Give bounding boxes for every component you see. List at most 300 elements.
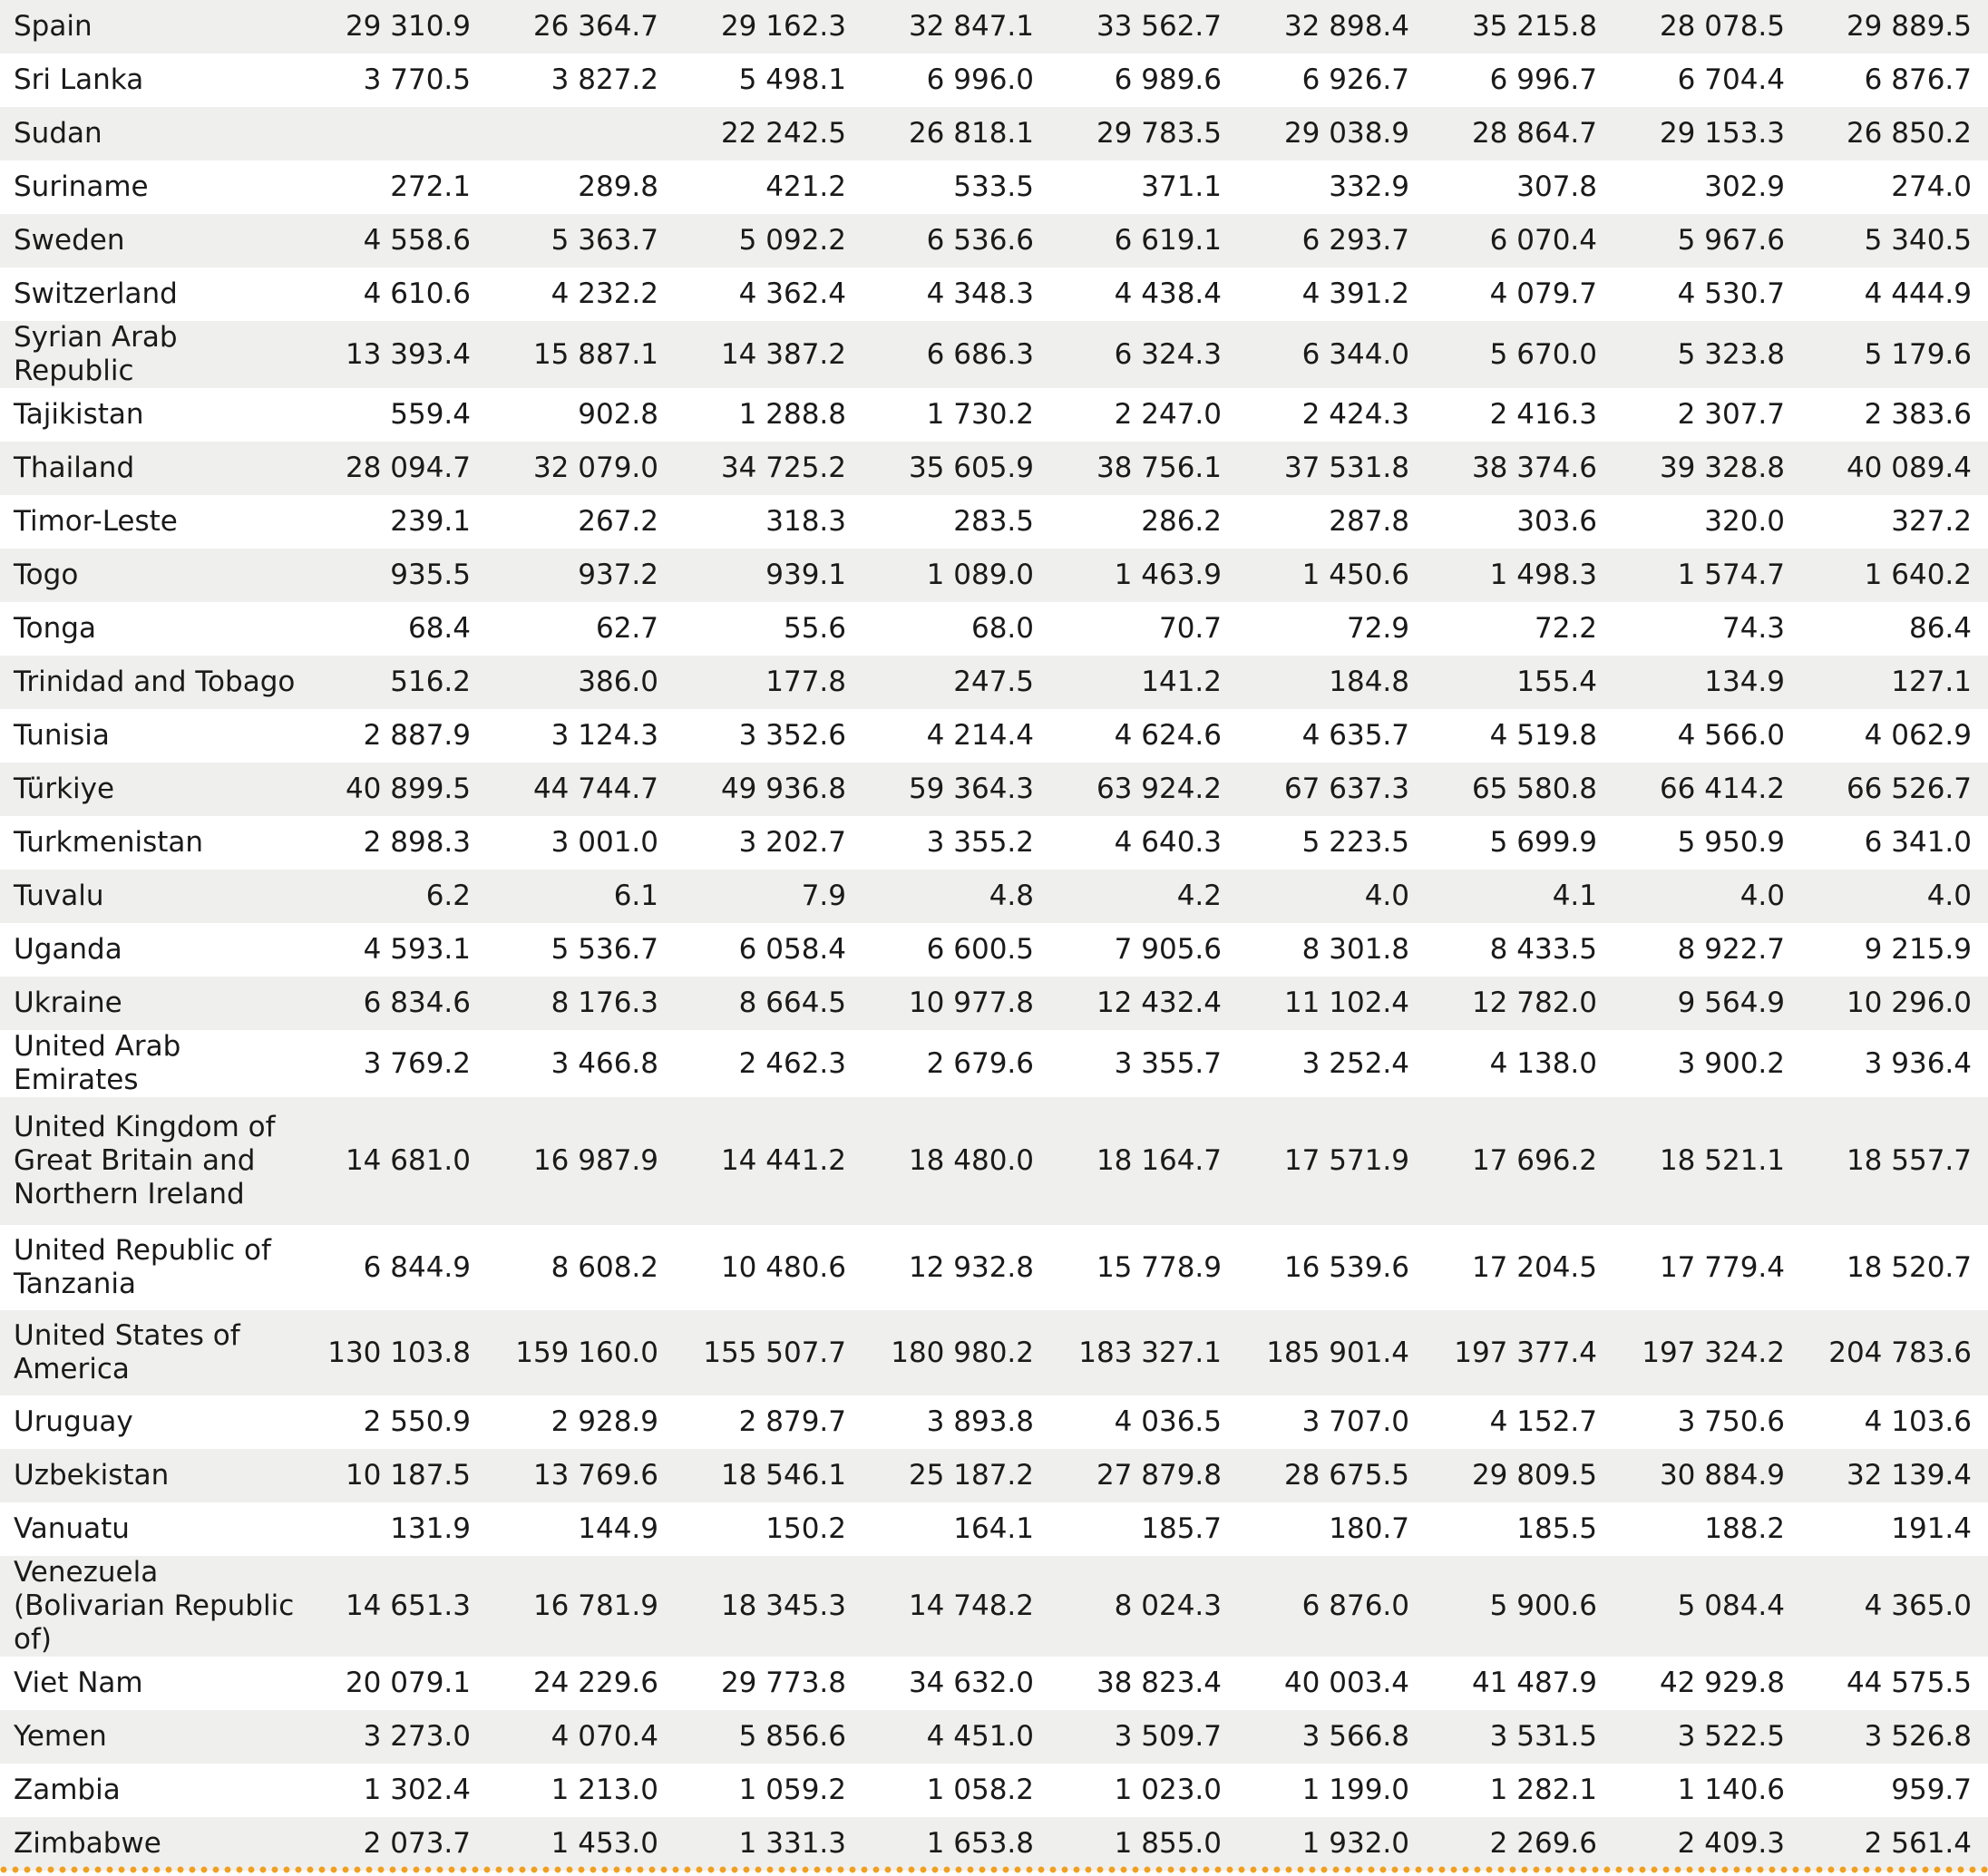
- value-cell: 10 187.5: [299, 1449, 487, 1502]
- table-row: [0, 107, 1988, 160]
- value-cell: 4.0: [1801, 870, 1988, 923]
- value-cell: 14 748.2: [862, 1556, 1050, 1657]
- value-cell: 4 519.8: [1426, 709, 1613, 763]
- value-cell: 6 344.0: [1238, 321, 1426, 388]
- value-cell: 1 288.8: [675, 388, 862, 442]
- table-row: [0, 1817, 1988, 1871]
- value-cell: 29 153.3: [1613, 107, 1801, 160]
- value-cell: 302.9: [1613, 160, 1801, 214]
- value-cell: 28 675.5: [1238, 1449, 1426, 1502]
- table-row: [0, 1097, 1988, 1225]
- value-cell: 15 887.1: [487, 321, 675, 388]
- value-cell: 185.5: [1426, 1502, 1613, 1556]
- country-name-cell: Zambia: [0, 1764, 299, 1817]
- value-cell: 4 640.3: [1050, 816, 1238, 870]
- value-cell: 8 176.3: [487, 977, 675, 1030]
- value-cell: 327.2: [1801, 495, 1988, 549]
- value-cell: 150.2: [675, 1502, 862, 1556]
- value-cell: 29 038.9: [1238, 107, 1426, 160]
- value-cell: 5 967.6: [1613, 214, 1801, 267]
- value-cell: 40 089.4: [1801, 442, 1988, 495]
- country-name-cell: Trinidad and Tobago: [0, 656, 299, 709]
- table-row: [0, 160, 1988, 214]
- value-cell: 4 348.3: [862, 267, 1050, 321]
- value-cell: 5 323.8: [1613, 321, 1801, 388]
- value-cell: 3 352.6: [675, 709, 862, 763]
- value-cell: 204 783.6: [1801, 1310, 1988, 1395]
- value-cell: 13 393.4: [299, 321, 487, 388]
- value-cell: 3 001.0: [487, 816, 675, 870]
- value-cell: 4 391.2: [1238, 267, 1426, 321]
- value-cell: 32 847.1: [862, 0, 1050, 53]
- country-name-cell: Zimbabwe: [0, 1817, 299, 1871]
- country-name-cell: Thailand: [0, 442, 299, 495]
- table-row: [0, 1225, 1988, 1310]
- value-cell: 3 466.8: [487, 1030, 675, 1097]
- value-cell: 6 704.4: [1613, 53, 1801, 107]
- table-row: [0, 1710, 1988, 1764]
- table-row: [0, 602, 1988, 656]
- value-cell: 533.5: [862, 160, 1050, 214]
- value-cell: 17 571.9: [1238, 1097, 1426, 1225]
- value-cell: 44 575.5: [1801, 1657, 1988, 1710]
- value-cell: 6 876.7: [1801, 53, 1988, 107]
- value-cell: 937.2: [487, 549, 675, 602]
- value-cell: 332.9: [1238, 160, 1426, 214]
- value-cell: 3 252.4: [1238, 1030, 1426, 1097]
- value-cell: 5 900.6: [1426, 1556, 1613, 1657]
- value-cell: 6 619.1: [1050, 214, 1238, 267]
- value-cell: 286.2: [1050, 495, 1238, 549]
- value-cell: 6 341.0: [1801, 816, 1988, 870]
- value-cell: 239.1: [299, 495, 487, 549]
- value-cell: 1 213.0: [487, 1764, 675, 1817]
- value-cell: 191.4: [1801, 1502, 1988, 1556]
- country-name-cell: Togo: [0, 549, 299, 602]
- value-cell: 6 989.6: [1050, 53, 1238, 107]
- value-cell: 8 608.2: [487, 1225, 675, 1310]
- table-row: [0, 321, 1988, 388]
- value-cell: 272.1: [299, 160, 487, 214]
- value-cell: 4 103.6: [1801, 1395, 1988, 1449]
- value-cell: 5 856.6: [675, 1710, 862, 1764]
- value-cell: 1 059.2: [675, 1764, 862, 1817]
- value-cell: 86.4: [1801, 602, 1988, 656]
- value-cell: 1 140.6: [1613, 1764, 1801, 1817]
- value-cell: 371.1: [1050, 160, 1238, 214]
- value-cell: 6 844.9: [299, 1225, 487, 1310]
- value-cell: 29 162.3: [675, 0, 862, 53]
- value-cell: 180.7: [1238, 1502, 1426, 1556]
- value-cell: 10 296.0: [1801, 977, 1988, 1030]
- country-name-cell: Turkmenistan: [0, 816, 299, 870]
- value-cell: 5 699.9: [1426, 816, 1613, 870]
- value-cell: 67 637.3: [1238, 763, 1426, 816]
- value-cell: 4.0: [1613, 870, 1801, 923]
- country-name-cell: Sweden: [0, 214, 299, 267]
- value-cell: 40 003.4: [1238, 1657, 1426, 1710]
- value-cell: 1 331.3: [675, 1817, 862, 1871]
- value-cell: 41 487.9: [1426, 1657, 1613, 1710]
- value-cell: 3 770.5: [299, 53, 487, 107]
- value-cell: 7 905.6: [1050, 923, 1238, 977]
- value-cell: 4 362.4: [675, 267, 862, 321]
- value-cell: 5 950.9: [1613, 816, 1801, 870]
- country-name-cell: United Arab Emirates: [0, 1030, 299, 1097]
- value-cell: 16 987.9: [487, 1097, 675, 1225]
- value-cell: 14 651.3: [299, 1556, 487, 1657]
- value-cell: 935.5: [299, 549, 487, 602]
- value-cell: 12 932.8: [862, 1225, 1050, 1310]
- value-cell: 44 744.7: [487, 763, 675, 816]
- value-cell: 185.7: [1050, 1502, 1238, 1556]
- value-cell: 1 932.0: [1238, 1817, 1426, 1871]
- value-cell: 68.4: [299, 602, 487, 656]
- value-cell: [487, 107, 675, 160]
- value-cell: 11 102.4: [1238, 977, 1426, 1030]
- value-cell: 8 024.3: [1050, 1556, 1238, 1657]
- value-cell: 8 664.5: [675, 977, 862, 1030]
- value-cell: 18 164.7: [1050, 1097, 1238, 1225]
- value-cell: 8 922.7: [1613, 923, 1801, 977]
- value-cell: 33 562.7: [1050, 0, 1238, 53]
- value-cell: 39 328.8: [1613, 442, 1801, 495]
- value-cell: 183 327.1: [1050, 1310, 1238, 1395]
- value-cell: 516.2: [299, 656, 487, 709]
- value-cell: 18 546.1: [675, 1449, 862, 1502]
- table-row: [0, 1395, 1988, 1449]
- value-cell: 35 215.8: [1426, 0, 1613, 53]
- table-row: [0, 870, 1988, 923]
- value-cell: 3 355.7: [1050, 1030, 1238, 1097]
- value-cell: 3 509.7: [1050, 1710, 1238, 1764]
- value-cell: 4.8: [862, 870, 1050, 923]
- value-cell: 4 610.6: [299, 267, 487, 321]
- value-cell: 18 520.7: [1801, 1225, 1988, 1310]
- value-cell: 4.2: [1050, 870, 1238, 923]
- value-cell: 1 089.0: [862, 549, 1050, 602]
- table-row: [0, 495, 1988, 549]
- value-cell: 7.9: [675, 870, 862, 923]
- value-cell: 3 526.8: [1801, 1710, 1988, 1764]
- value-cell: 4 232.2: [487, 267, 675, 321]
- value-cell: 10 480.6: [675, 1225, 862, 1310]
- table-row: [0, 763, 1988, 816]
- value-cell: 267.2: [487, 495, 675, 549]
- value-cell: 1 640.2: [1801, 549, 1988, 602]
- value-cell: 247.5: [862, 656, 1050, 709]
- value-cell: 16 539.6: [1238, 1225, 1426, 1310]
- country-name-cell: Spain: [0, 0, 299, 53]
- value-cell: 2 269.6: [1426, 1817, 1613, 1871]
- value-cell: 5 536.7: [487, 923, 675, 977]
- value-cell: 4.0: [1238, 870, 1426, 923]
- value-cell: 2 561.4: [1801, 1817, 1988, 1871]
- value-cell: 18 345.3: [675, 1556, 862, 1657]
- country-name-cell: Tuvalu: [0, 870, 299, 923]
- value-cell: 4 444.9: [1801, 267, 1988, 321]
- table-row: [0, 442, 1988, 495]
- country-name-cell: Switzerland: [0, 267, 299, 321]
- value-cell: 141.2: [1050, 656, 1238, 709]
- country-name-cell: Sri Lanka: [0, 53, 299, 107]
- value-cell: 14 387.2: [675, 321, 862, 388]
- value-cell: 38 823.4: [1050, 1657, 1238, 1710]
- value-cell: 2 383.6: [1801, 388, 1988, 442]
- value-cell: 6 058.4: [675, 923, 862, 977]
- value-cell: 1 498.3: [1426, 549, 1613, 602]
- table-row: [0, 1030, 1988, 1097]
- value-cell: 3 707.0: [1238, 1395, 1426, 1449]
- value-cell: 12 432.4: [1050, 977, 1238, 1030]
- value-cell: 4 558.6: [299, 214, 487, 267]
- value-cell: 2 679.6: [862, 1030, 1050, 1097]
- value-cell: 13 769.6: [487, 1449, 675, 1502]
- value-cell: 6 536.6: [862, 214, 1050, 267]
- value-cell: 4 138.0: [1426, 1030, 1613, 1097]
- value-cell: 5 084.4: [1613, 1556, 1801, 1657]
- value-cell: 5 223.5: [1238, 816, 1426, 870]
- value-cell: 3 566.8: [1238, 1710, 1426, 1764]
- value-cell: 1 855.0: [1050, 1817, 1238, 1871]
- table-row: [0, 549, 1988, 602]
- value-cell: 2 550.9: [299, 1395, 487, 1449]
- value-cell: 4 624.6: [1050, 709, 1238, 763]
- country-name-cell: Vanuatu: [0, 1502, 299, 1556]
- value-cell: 2 073.7: [299, 1817, 487, 1871]
- value-cell: 180 980.2: [862, 1310, 1050, 1395]
- value-cell: 72.2: [1426, 602, 1613, 656]
- table-row: [0, 1556, 1988, 1657]
- value-cell: 3 355.2: [862, 816, 1050, 870]
- value-cell: 4 365.0: [1801, 1556, 1988, 1657]
- value-cell: 14 681.0: [299, 1097, 487, 1225]
- country-name-cell: Sudan: [0, 107, 299, 160]
- country-name-cell: Yemen: [0, 1710, 299, 1764]
- value-cell: 1 058.2: [862, 1764, 1050, 1817]
- value-cell: 12 782.0: [1426, 977, 1613, 1030]
- value-cell: 155 507.7: [675, 1310, 862, 1395]
- value-cell: 3 900.2: [1613, 1030, 1801, 1097]
- value-cell: 197 324.2: [1613, 1310, 1801, 1395]
- value-cell: 28 864.7: [1426, 107, 1613, 160]
- value-cell: 17 779.4: [1613, 1225, 1801, 1310]
- value-cell: 1 574.7: [1613, 549, 1801, 602]
- value-cell: 5 670.0: [1426, 321, 1613, 388]
- value-cell: 4 438.4: [1050, 267, 1238, 321]
- value-cell: 1 023.0: [1050, 1764, 1238, 1817]
- table-row: [0, 214, 1988, 267]
- value-cell: 164.1: [862, 1502, 1050, 1556]
- value-cell: 63 924.2: [1050, 763, 1238, 816]
- value-cell: 127.1: [1801, 656, 1988, 709]
- value-cell: 1 282.1: [1426, 1764, 1613, 1817]
- value-cell: 59 364.3: [862, 763, 1050, 816]
- value-cell: 70.7: [1050, 602, 1238, 656]
- value-cell: 4 036.5: [1050, 1395, 1238, 1449]
- value-cell: 4 593.1: [299, 923, 487, 977]
- value-cell: 177.8: [675, 656, 862, 709]
- value-cell: 6 996.0: [862, 53, 1050, 107]
- table-row: [0, 1449, 1988, 1502]
- value-cell: 38 756.1: [1050, 442, 1238, 495]
- value-cell: 55.6: [675, 602, 862, 656]
- value-cell: 5 092.2: [675, 214, 862, 267]
- value-cell: 18 557.7: [1801, 1097, 1988, 1225]
- value-cell: 185 901.4: [1238, 1310, 1426, 1395]
- value-cell: 32 139.4: [1801, 1449, 1988, 1502]
- value-cell: 2 887.9: [299, 709, 487, 763]
- value-cell: 3 750.6: [1613, 1395, 1801, 1449]
- value-cell: 65 580.8: [1426, 763, 1613, 816]
- value-cell: 1 450.6: [1238, 549, 1426, 602]
- value-cell: 68.0: [862, 602, 1050, 656]
- country-name-cell: Venezuela (Bolivarian Republic of): [0, 1556, 299, 1657]
- value-cell: 28 078.5: [1613, 0, 1801, 53]
- value-cell: 9 215.9: [1801, 923, 1988, 977]
- value-cell: 8 433.5: [1426, 923, 1613, 977]
- value-cell: 6 324.3: [1050, 321, 1238, 388]
- value-cell: 283.5: [862, 495, 1050, 549]
- value-cell: 1 730.2: [862, 388, 1050, 442]
- country-name-cell: Ukraine: [0, 977, 299, 1030]
- value-cell: 4 152.7: [1426, 1395, 1613, 1449]
- value-cell: 318.3: [675, 495, 862, 549]
- value-cell: 1 463.9: [1050, 549, 1238, 602]
- value-cell: 14 441.2: [675, 1097, 862, 1225]
- value-cell: 5 498.1: [675, 53, 862, 107]
- value-cell: 6 686.3: [862, 321, 1050, 388]
- country-name-cell: Viet Nam: [0, 1657, 299, 1710]
- value-cell: 3 522.5: [1613, 1710, 1801, 1764]
- value-cell: 66 414.2: [1613, 763, 1801, 816]
- value-cell: 2 879.7: [675, 1395, 862, 1449]
- value-cell: 26 364.7: [487, 0, 675, 53]
- value-cell: 144.9: [487, 1502, 675, 1556]
- value-cell: 6 600.5: [862, 923, 1050, 977]
- value-cell: 62.7: [487, 602, 675, 656]
- value-cell: 4 566.0: [1613, 709, 1801, 763]
- value-cell: 5 363.7: [487, 214, 675, 267]
- table-row: [0, 0, 1988, 53]
- value-cell: 9 564.9: [1613, 977, 1801, 1030]
- value-cell: 131.9: [299, 1502, 487, 1556]
- value-cell: 3 769.2: [299, 1030, 487, 1097]
- table-row: [0, 816, 1988, 870]
- value-cell: 1 302.4: [299, 1764, 487, 1817]
- value-cell: 17 696.2: [1426, 1097, 1613, 1225]
- value-cell: 1 199.0: [1238, 1764, 1426, 1817]
- table-row: [0, 923, 1988, 977]
- table-row: [0, 388, 1988, 442]
- value-cell: 1 653.8: [862, 1817, 1050, 1871]
- value-cell: 17 204.5: [1426, 1225, 1613, 1310]
- value-cell: 197 377.4: [1426, 1310, 1613, 1395]
- value-cell: 25 187.2: [862, 1449, 1050, 1502]
- value-cell: 28 094.7: [299, 442, 487, 495]
- value-cell: 159 160.0: [487, 1310, 675, 1395]
- value-cell: 2 462.3: [675, 1030, 862, 1097]
- value-cell: 2 424.3: [1238, 388, 1426, 442]
- value-cell: 24 229.6: [487, 1657, 675, 1710]
- value-cell: 421.2: [675, 160, 862, 214]
- value-cell: 2 928.9: [487, 1395, 675, 1449]
- value-cell: 18 480.0: [862, 1097, 1050, 1225]
- value-cell: 29 310.9: [299, 0, 487, 53]
- value-cell: 10 977.8: [862, 977, 1050, 1030]
- value-cell: 320.0: [1613, 495, 1801, 549]
- value-cell: 4 062.9: [1801, 709, 1988, 763]
- country-name-cell: Uganda: [0, 923, 299, 977]
- value-cell: 18 521.1: [1613, 1097, 1801, 1225]
- value-cell: 40 899.5: [299, 763, 487, 816]
- value-cell: 6.2: [299, 870, 487, 923]
- value-cell: 3 124.3: [487, 709, 675, 763]
- value-cell: 6 876.0: [1238, 1556, 1426, 1657]
- value-cell: [299, 107, 487, 160]
- value-cell: 22 242.5: [675, 107, 862, 160]
- value-cell: 29 889.5: [1801, 0, 1988, 53]
- country-name-cell: Tajikistan: [0, 388, 299, 442]
- value-cell: 29 809.5: [1426, 1449, 1613, 1502]
- country-name-cell: United Kingdom of Great Britain and Northern Ireland: [0, 1097, 299, 1225]
- value-cell: 2 409.3: [1613, 1817, 1801, 1871]
- table-row: [0, 1502, 1988, 1556]
- country-name-cell: Tunisia: [0, 709, 299, 763]
- value-cell: 5 179.6: [1801, 321, 1988, 388]
- value-cell: 3 202.7: [675, 816, 862, 870]
- country-name-cell: Uruguay: [0, 1395, 299, 1449]
- value-cell: 20 079.1: [299, 1657, 487, 1710]
- value-cell: 3 827.2: [487, 53, 675, 107]
- value-cell: 15 778.9: [1050, 1225, 1238, 1310]
- table-row: [0, 1657, 1988, 1710]
- value-cell: 3 531.5: [1426, 1710, 1613, 1764]
- value-cell: 6 070.4: [1426, 214, 1613, 267]
- value-cell: 26 850.2: [1801, 107, 1988, 160]
- value-cell: 289.8: [487, 160, 675, 214]
- table-row: [0, 656, 1988, 709]
- value-cell: 8 301.8: [1238, 923, 1426, 977]
- value-cell: 2 416.3: [1426, 388, 1613, 442]
- value-cell: 32 898.4: [1238, 0, 1426, 53]
- country-name-cell: Syrian Arab Republic: [0, 321, 299, 388]
- value-cell: 66 526.7: [1801, 763, 1988, 816]
- value-cell: 2 247.0: [1050, 388, 1238, 442]
- value-cell: 2 898.3: [299, 816, 487, 870]
- country-name-cell: Tonga: [0, 602, 299, 656]
- value-cell: 4 451.0: [862, 1710, 1050, 1764]
- value-cell: 274.0: [1801, 160, 1988, 214]
- value-cell: 130 103.8: [299, 1310, 487, 1395]
- country-name-cell: Suriname: [0, 160, 299, 214]
- country-name-cell: United Republic of Tanzania: [0, 1225, 299, 1310]
- value-cell: 6.1: [487, 870, 675, 923]
- country-name-cell: United States of America: [0, 1310, 299, 1395]
- value-cell: 30 884.9: [1613, 1449, 1801, 1502]
- value-cell: 26 818.1: [862, 107, 1050, 160]
- table-row: [0, 977, 1988, 1030]
- value-cell: 72.9: [1238, 602, 1426, 656]
- value-cell: 3 273.0: [299, 1710, 487, 1764]
- value-cell: 3 936.4: [1801, 1030, 1988, 1097]
- value-cell: 939.1: [675, 549, 862, 602]
- value-cell: 1 453.0: [487, 1817, 675, 1871]
- value-cell: 35 605.9: [862, 442, 1050, 495]
- value-cell: 4 530.7: [1613, 267, 1801, 321]
- value-cell: 184.8: [1238, 656, 1426, 709]
- value-cell: 902.8: [487, 388, 675, 442]
